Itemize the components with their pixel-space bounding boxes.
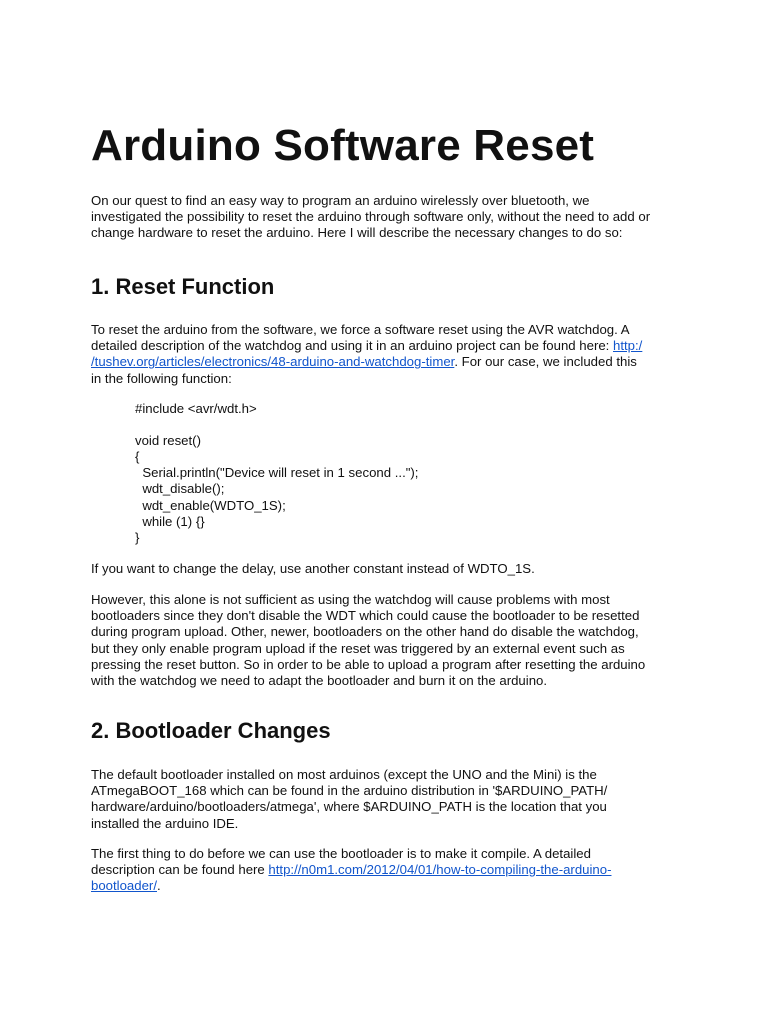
- text-line: bootloaders since they don't disable the WDT which could cause the bootloader to be resetted: [91, 608, 640, 624]
- code-block: [135, 401, 418, 546]
- compile-bootloader-link-continued[interactable]: bootloader/: [91, 878, 157, 894]
- code-line: {: [135, 449, 140, 465]
- compile-bootloader-link[interactable]: http://n0m1.com/2012/04/01/how-to-compiling-the-arduino-: [268, 862, 612, 878]
- text-line: in the following function:: [91, 370, 232, 386]
- code-line: void reset(): [135, 433, 201, 449]
- compile-paragraph: [91, 846, 691, 895]
- text-line: On our quest to find an easy way to program an arduino wirelessly over bluetooth, we: [91, 193, 590, 208]
- code-line: while (1) {}: [135, 513, 205, 529]
- delay-paragraph: [91, 561, 691, 577]
- text-line: To reset the arduino from the software, we force a software reset using the AVR watchdog. A: [91, 322, 630, 337]
- code-line: wdt_disable();: [135, 481, 225, 497]
- text-line: However, this alone is not sufficient as using the watchdog will cause problems with most: [91, 592, 610, 607]
- text-line: but they only enable program upload if the reset was triggered by an external event such as: [91, 640, 625, 656]
- bootloader-problem-paragraph: [91, 592, 691, 689]
- text-line: If you want to change the delay, use another constant instead of WDTO_1S.: [91, 561, 535, 576]
- section-heading-bootloader-changes: 2. Bootloader Changes: [91, 718, 331, 743]
- text-line: /tushev.org/articles/electronics/48-arduino-and-watchdog-timer. For our case, we included this: [91, 354, 637, 370]
- text-line: detailed description of the watchdog and using it in an arduino project can be found here: http:/: [91, 338, 643, 354]
- text-line: hardware/arduino/bootloaders/atmega', where $ARDUINO_PATH is the location that you: [91, 799, 607, 815]
- text-line: installed the arduino IDE.: [91, 815, 239, 831]
- reset-intro-paragraph: [91, 322, 691, 387]
- text-line: bootloader/.: [91, 878, 161, 894]
- text-line: ATmegaBOOT_168 which can be found in the arduino distribution in '$ARDUINO_PATH/: [91, 783, 608, 799]
- watchdog-article-link-continued[interactable]: /tushev.org/articles/electronics/48-arduino-and-watchdog-timer: [91, 354, 455, 370]
- text-line: The default bootloader installed on most arduinos (except the UNO and the Mini) is the: [91, 767, 597, 782]
- text-line: investigated the possibility to reset the arduino through software only, without the need to add or: [91, 209, 651, 225]
- code-line: }: [135, 529, 140, 545]
- text-line: The first thing to do before we can use the bootloader is to make it compile. A detailed: [91, 846, 591, 861]
- code-line: wdt_enable(WDTO_1S);: [135, 497, 286, 513]
- code-line-blank: [135, 417, 418, 433]
- text-line: change hardware to reset the arduino. Here I will describe the necessary changes to do so:: [91, 225, 623, 241]
- code-line: Serial.println("Device will reset in 1 second ...");: [135, 465, 419, 481]
- code-line: #include <avr/wdt.h>: [135, 401, 257, 416]
- text-line: with the watchdog we need to adapt the bootloader and burn it on the arduino.: [91, 673, 548, 689]
- watchdog-article-link[interactable]: http:/: [613, 338, 643, 354]
- text-line: during program upload. Other, newer, bootloaders on the other hand do disable the watchdog,: [91, 624, 639, 640]
- page-title: Arduino Software Reset: [91, 121, 595, 170]
- intro-paragraph: [91, 193, 691, 242]
- default-bootloader-paragraph: [91, 767, 691, 832]
- text-line: description can be found here http://n0m1.com/2012/04/01/how-to-compiling-the-arduino-: [91, 862, 612, 878]
- section-heading-reset-function: 1. Reset Function: [91, 274, 275, 299]
- text-line: pressing the reset button. So in order to be able to upload a program after resetting the arduino: [91, 656, 646, 672]
